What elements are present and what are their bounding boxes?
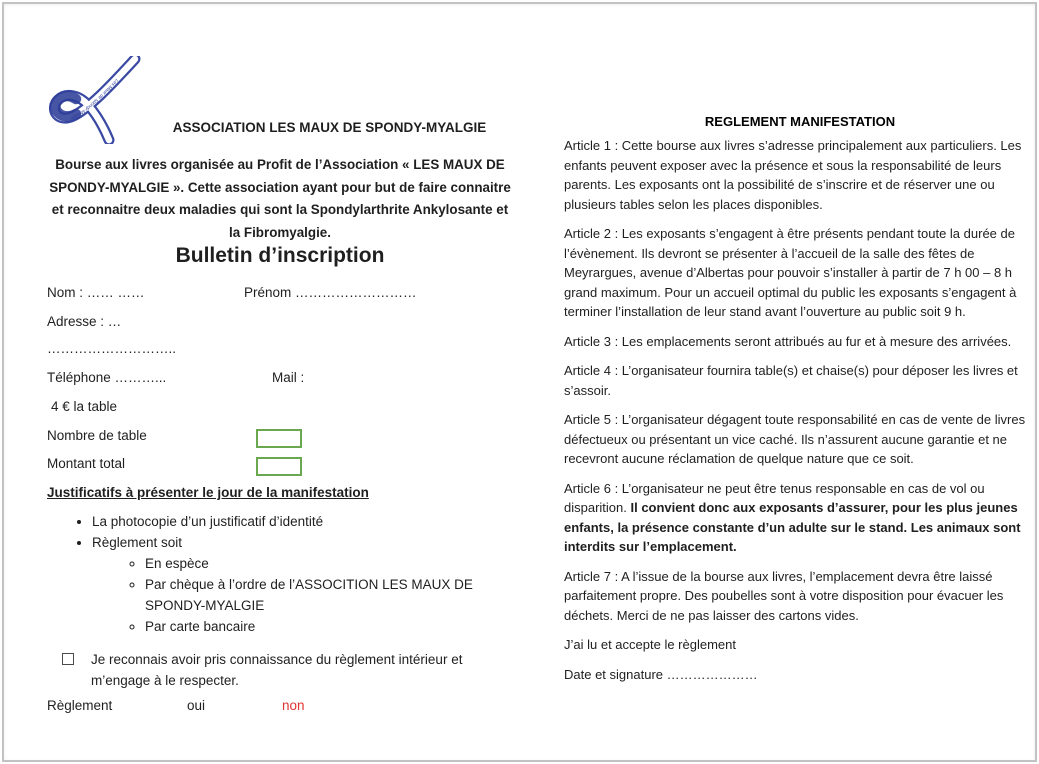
document-page xyxy=(2,2,1037,762)
rules-title: REGLEMENT MANIFESTATION xyxy=(704,114,896,129)
mail-field[interactable]: Mail : xyxy=(272,370,305,385)
rules-column xyxy=(4,4,1035,760)
article-4: Article 4 : L’organisateur fournira table(s) et chaise(s) pour déposer les livres et s’assoir. xyxy=(564,363,1018,398)
justificatifs-heading: Justificatifs à présenter le jour de la manifestation xyxy=(47,485,369,500)
intro-paragraph: Bourse aux livres organisée au Profit de l’Association « LES MAUX DE SPONDY-MYALGIE ». Cette association ayant pour but de faire connaitre et reconnaitre deux maladies qui sont la Spondylarthrite Ankylosante et la Fibromyalgie. xyxy=(49,157,511,240)
article-6-bold-warning: Il convient donc aux exposants d’assurer, pour les plus jeunes enfants, la présence constante d’un adulte sur le stand. Les animaux sont interdits sur l’emplacement. xyxy=(564,500,1021,554)
association-title: ASSOCIATION LES MAUX DE SPONDY-MYALGIE xyxy=(172,120,487,135)
price-note: 4 € la table xyxy=(51,399,118,414)
article-3: Article 3 : Les emplacements seront attribués au fur et à mesure des arrivées. xyxy=(564,333,1012,349)
total-amount-label: Montant total xyxy=(47,456,126,471)
rules-articles xyxy=(564,136,1036,694)
article-5: Article 5 : L’organisateur dégagent toute responsabilité en cas de vente de livres défectueux ou présentant un vice caché. Ils n’assurent aucune garantie et ne recevront aucune réclamation de quelque nature que ce soit. xyxy=(564,412,1026,466)
article-6-intro: Article 6 : L’organisateur ne peut être tenus responsable en cas de vol ou disparition. xyxy=(564,480,985,515)
article-2: Article 2 : Les exposants s’engagent à être présents pendant toute la durée de l’évènement. Ils devront se présenter à l’accueil de la salle des fêtes de Meyrargues, avenue d’Albertas pour pouvoir s’installer à partir de 7 h 00 – 8 h grand maximum. Pour un accueil optimal du public les exposants s’engagent à terminer l’installation de leur stand avant l’ouverture au public soit 9 h. xyxy=(564,226,1017,319)
reglement-option-oui[interactable]: oui xyxy=(187,698,206,713)
payment-option-cheque: Par chèque à l’ordre de l’ASSOCITION LES MAUX DE SPONDY-MYALGIE xyxy=(145,577,473,613)
nom-field[interactable]: Nom : …… …… xyxy=(47,285,145,300)
accept-statement: J’ai lu et accepte le règlement xyxy=(564,637,736,652)
adresse-field[interactable]: Adresse : … xyxy=(47,314,122,329)
acknowledgement-text: Je reconnais avoir pris connaissance du règlement intérieur et m’engage à le respecter. xyxy=(91,652,463,688)
date-signature-field[interactable]: Date et signature ………………… xyxy=(564,666,758,682)
payment-option-card: Par carte bancaire xyxy=(145,619,256,634)
form-title: Bulletin d’inscription xyxy=(175,244,385,267)
article-6 xyxy=(564,479,1036,557)
article-7: Article 7 : A l’issue de la bourse aux livres, l’emplacement devra être laissé parfaitement propre. Des poubelles sont à votre disposition pour évacuer les déchets. Merci de ne pas laisser des cartons vides. xyxy=(564,568,1004,623)
payment-option-cash: En espèce xyxy=(145,556,209,571)
ribbon-logo-text: Les Maux de Spondy-Myalgie xyxy=(69,78,120,122)
reglement-label: Règlement xyxy=(47,698,113,713)
prenom-field[interactable]: Prénom ……………………… xyxy=(244,285,417,300)
article-1: Article 1 : Cette bourse aux livres s’adresse principalement aux particuliers. Les enfants peuvent exposer avec la présence et sous la responsabilité de leurs parents. Les exposants ont la possibilité de s’inscrire et de réserver une ou plusieurs tables selon les places disponibles. xyxy=(564,138,1022,212)
tables-count-label: Nombre de table xyxy=(47,428,147,443)
adresse-dots-field[interactable]: ……………………….. xyxy=(47,341,177,356)
reglement-option-non[interactable]: non xyxy=(282,698,305,713)
justificatif-identity: La photocopie d’un justificatif d’identité xyxy=(92,514,324,529)
telephone-field[interactable]: Téléphone ………... xyxy=(47,370,167,385)
justificatif-payment: Règlement soit xyxy=(92,535,183,550)
